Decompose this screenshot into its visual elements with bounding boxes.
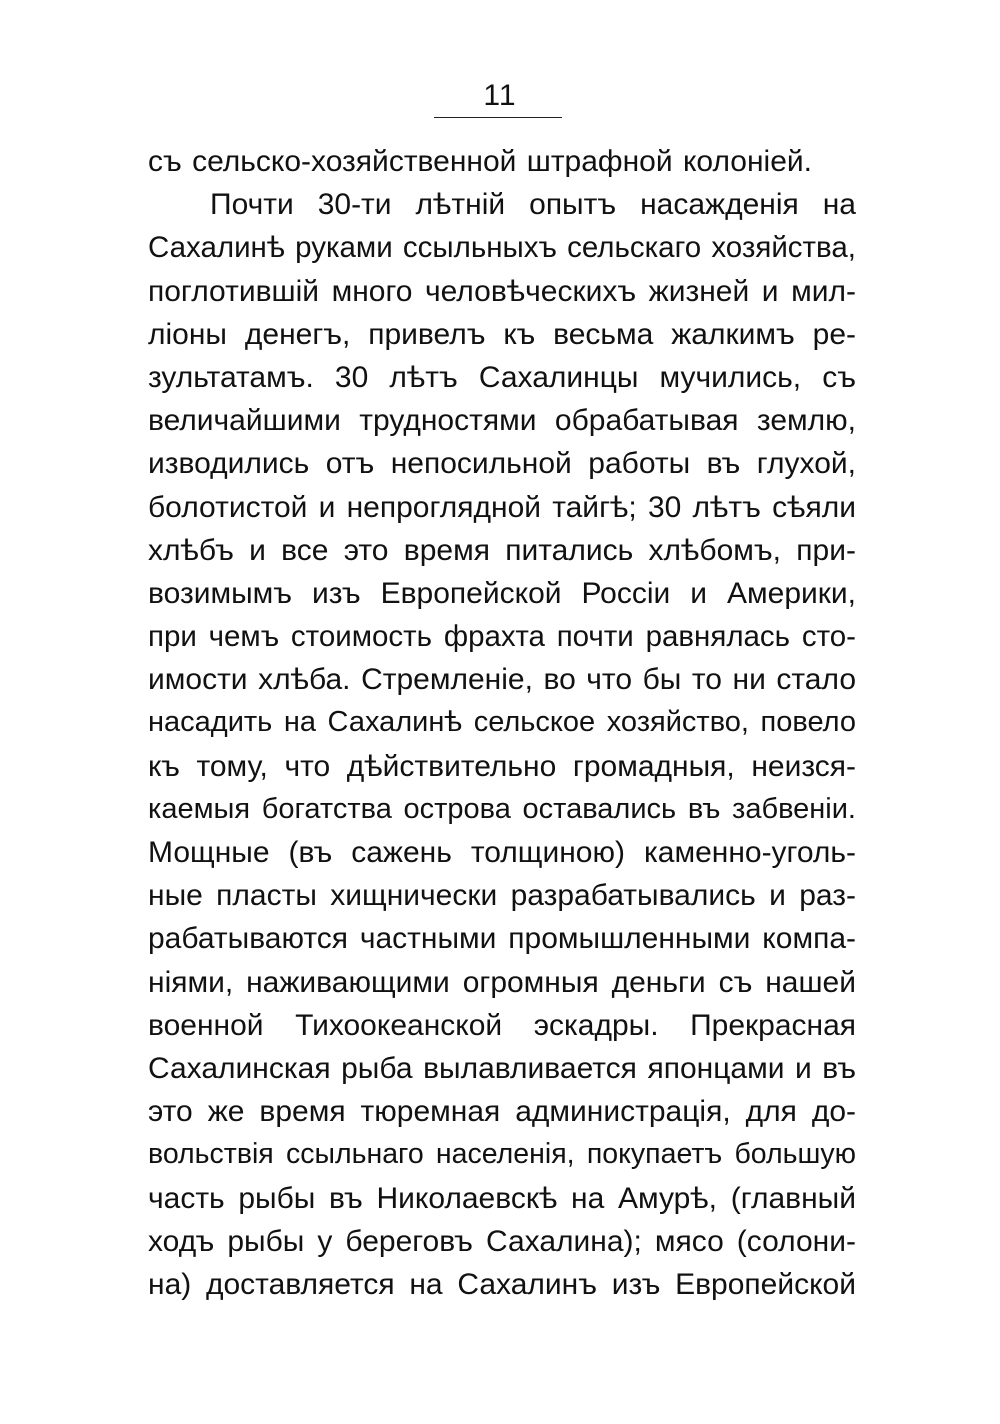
text-line: величайшими трудностями обрабатывая землю, (148, 404, 856, 438)
text-line: часть рыбы въ Николаевскѣ на Амурѣ, (главный (148, 1181, 856, 1215)
text-line: хлѣбъ и все это время питались хлѣбомъ, при- (148, 533, 856, 567)
text-line: на) доставляется на Сахалинъ изъ Европейской (148, 1267, 856, 1301)
text-line: при чемъ стоимость фрахта почти равнялась сто- (148, 620, 856, 654)
text-line: это же время тюремная администрація, для до- (148, 1095, 856, 1129)
text-line: ліоны денегъ, привелъ къ весьма жалкимъ ре- (148, 317, 856, 351)
page-number: 11 (483, 79, 517, 112)
text-line: къ тому, что дѣйствительно громадныя, неизся- (148, 749, 856, 783)
text-line: имости хлѣба. Стремленіе, во что бы то ни стало (148, 663, 856, 697)
text-line: зультатамъ. 30 лѣтъ Сахалинцы мучились, съ (148, 360, 856, 394)
page-number-rule (434, 117, 562, 118)
text-line: рабатываются частными промышленными компа- (148, 922, 856, 956)
body-text (148, 140, 856, 1306)
text-line: Почти 30-ти лѣтній опытъ насажденія на (210, 188, 856, 222)
text-line: Сахалинская рыба вылавливается японцами и въ (148, 1051, 856, 1085)
text-line: вольствія ссыльнаго населенія, покупаетъ большую (148, 1138, 856, 1171)
text-line: каемыя богатства острова оставались въ забвеніи. (148, 792, 856, 825)
text-line: поглотившій много человѣческихъ жизней и мил- (148, 274, 856, 308)
text-line: насадить на Сахалинѣ сельское хозяйство, повело (148, 706, 856, 739)
text-line: болотистой и непроглядной тайгѣ; 30 лѣтъ сѣяли (148, 490, 856, 524)
text-line: съ сельско-хозяйственной штрафной колоніей. (148, 145, 812, 178)
text-line: изводились отъ непосильной работы въ глухой, (148, 447, 856, 481)
text-line: ные пласты хищнически разрабатывались и раз- (148, 879, 856, 913)
text-line: Сахалинѣ руками ссыльныхъ сельскаго хозяйства, (148, 231, 856, 265)
text-line: ніями, наживающими огромныя деньги съ нашей (148, 965, 856, 999)
text-line: военной Тихоокеанской эскадры. Прекрасная (148, 1008, 856, 1042)
text-line: возимымъ изъ Европейской Россіи и Америки, (148, 576, 856, 610)
text-line: Мощные (въ сажень толщиною) каменно-уголь- (148, 836, 856, 869)
text-line: ходъ рыбы у береговъ Сахалина); мясо (солони- (148, 1224, 856, 1258)
